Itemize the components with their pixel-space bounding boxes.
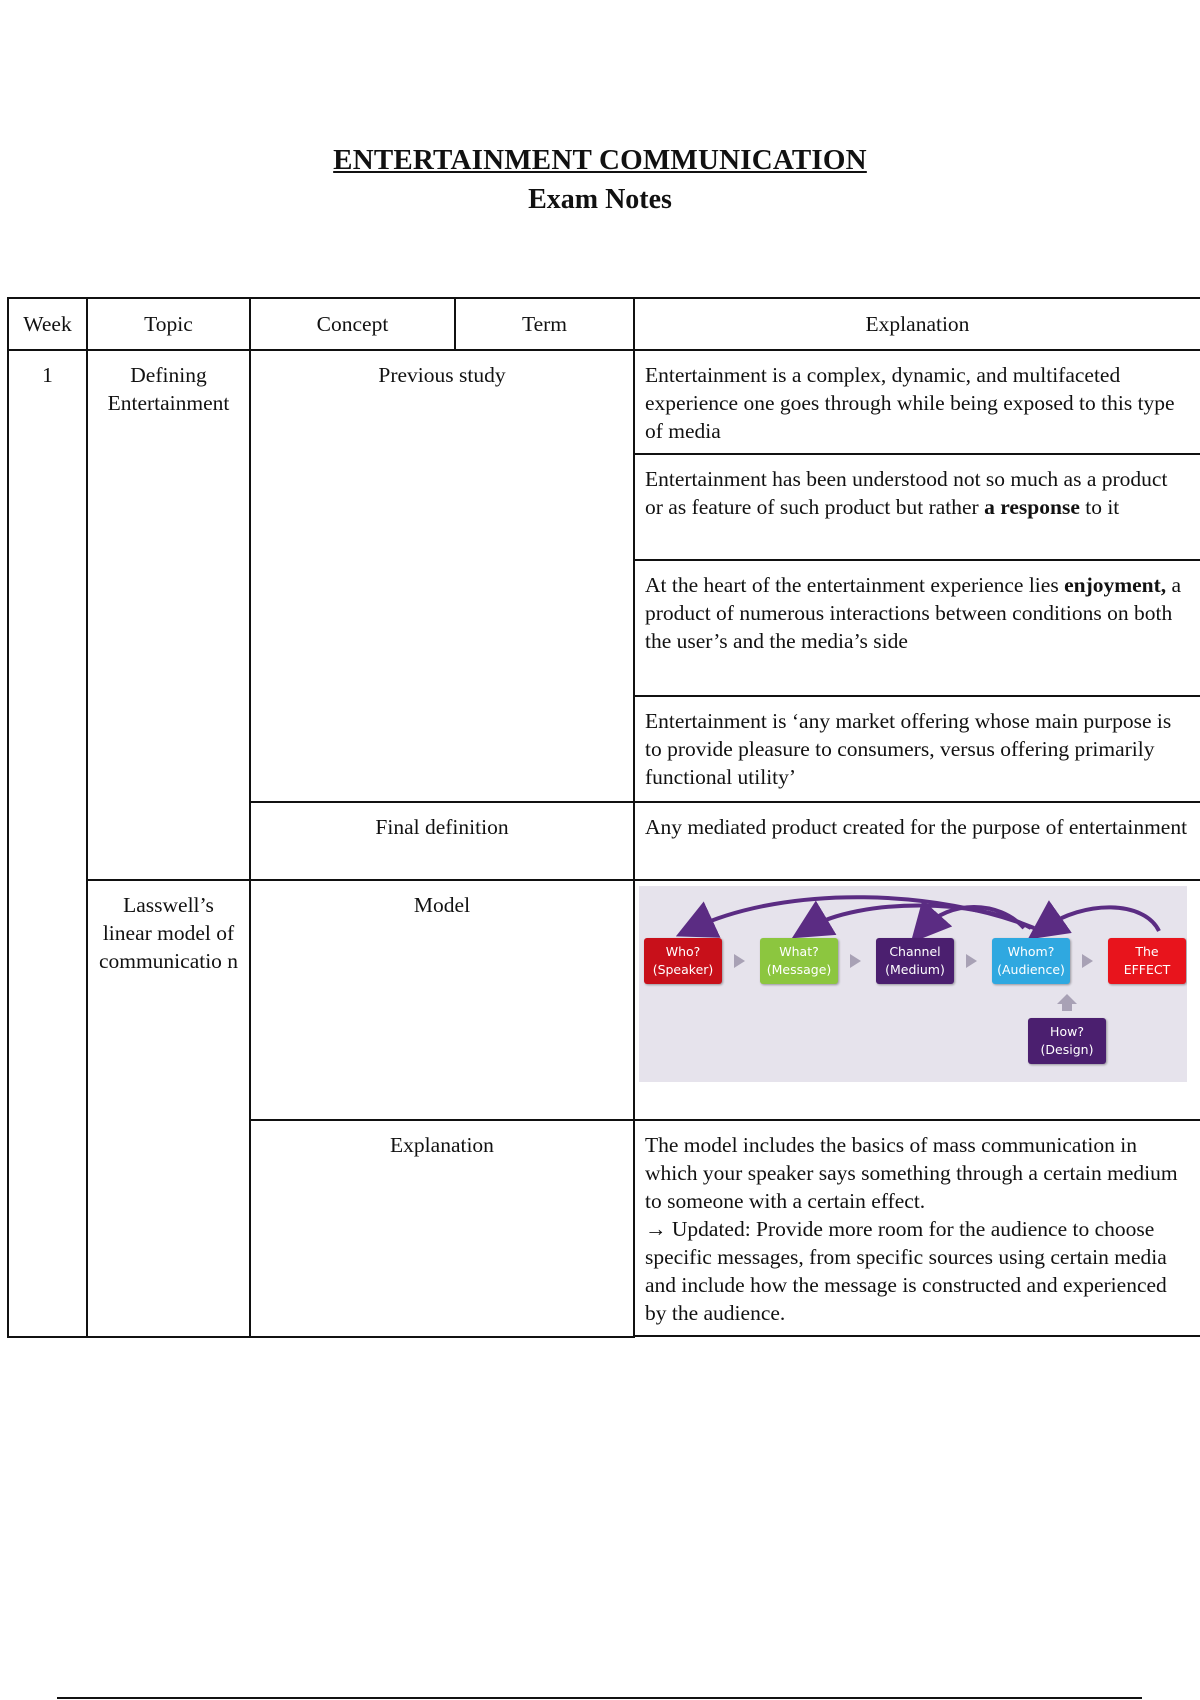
design-box (1028, 1018, 1106, 1064)
explanation-text: to it (1079, 495, 1120, 519)
table-header-row (8, 298, 1200, 350)
header-concept: Concept (250, 298, 455, 350)
concept-cell: Model (250, 880, 634, 1120)
flow-arrow-icon (850, 954, 861, 968)
explanation-text: Entertainment has been understood not so much as a product or as feature of such product but rather (645, 467, 1168, 519)
box-label: (Design) (1040, 1042, 1094, 1057)
speaker-box (644, 938, 722, 984)
page-bottom-rule (57, 1697, 1142, 1699)
up-arrow-stem (1062, 1003, 1072, 1011)
explanation-emphasis: enjoyment, (1064, 573, 1167, 597)
week-cell: 1 (8, 350, 87, 1337)
flow-arrow-icon (966, 954, 977, 968)
document-subtitle: Exam Notes (528, 184, 672, 215)
medium-box (876, 938, 954, 984)
lasswell-model-diagram (639, 886, 1187, 1082)
explanation-cell: Entertainment is ‘any market offering whose main purpose is to provide pleasure to consumers, versus offering primarily functional utility’ (634, 696, 1200, 802)
box-label: Channel (889, 944, 941, 959)
box-label: (Medium) (885, 962, 945, 977)
box-label: What? (779, 944, 819, 959)
flow-arrow-icon (1082, 954, 1093, 968)
model-diagram-cell (634, 880, 1200, 1120)
box-label: The (1135, 944, 1159, 959)
box-label: EFFECT (1123, 962, 1171, 977)
explanation-text: At the heart of the entertainment experience lies (645, 573, 1065, 597)
explanation-text: → Updated: Provide more room for the audience to choose specific messages, from specific sources using certain media and include how the message is constructed and experienced by the audience. (645, 1217, 1167, 1325)
audience-box (992, 938, 1070, 984)
notes-table (7, 297, 1200, 1338)
message-box (760, 938, 838, 984)
flow-arrow-icon (734, 954, 745, 968)
explanation-text: The model includes the basics of mass communication in which your speaker says something through a certain medium to someone with a certain effect. (645, 1133, 1178, 1213)
concept-cell: Explanation (250, 1120, 634, 1337)
explanation-cell (634, 560, 1200, 696)
concept-cell: Final definition (250, 802, 634, 880)
concept-cell: Previous study (250, 350, 634, 802)
box-label: Who? (665, 944, 701, 959)
explanation-cell: Any mediated product created for the purpose of entertainment (634, 802, 1200, 880)
feedback-arc (1044, 907, 1159, 931)
box-label: (Speaker) (652, 962, 714, 977)
header-topic: Topic (87, 298, 250, 350)
box-label: (Audience) (997, 962, 1065, 977)
box-label: How? (1050, 1024, 1084, 1039)
table-row (8, 880, 1200, 1120)
document-title: ENTERTAINMENT COMMUNICATION (333, 144, 867, 176)
explanation-text: a product of numerous interactions between conditions on both the user’s and the media’s side (645, 573, 1182, 653)
header-explanation: Explanation (634, 298, 1200, 350)
header-term: Term (455, 298, 634, 350)
topic-cell: Defining Entertainment (87, 350, 250, 880)
box-label: (Message) (766, 962, 832, 977)
topic-cell: Lasswell’s linear model of communicatio n (87, 880, 250, 1337)
explanation-cell: Entertainment is a complex, dynamic, and multifaceted experience one goes through while being exposed to this type of media (634, 350, 1200, 454)
explanation-cell (634, 454, 1200, 560)
explanation-cell (634, 1120, 1200, 1336)
box-label: Whom? (1007, 944, 1055, 959)
table-row (8, 350, 1200, 454)
explanation-emphasis: a response (984, 495, 1080, 519)
effect-box (1108, 938, 1186, 984)
header-week: Week (8, 298, 87, 350)
